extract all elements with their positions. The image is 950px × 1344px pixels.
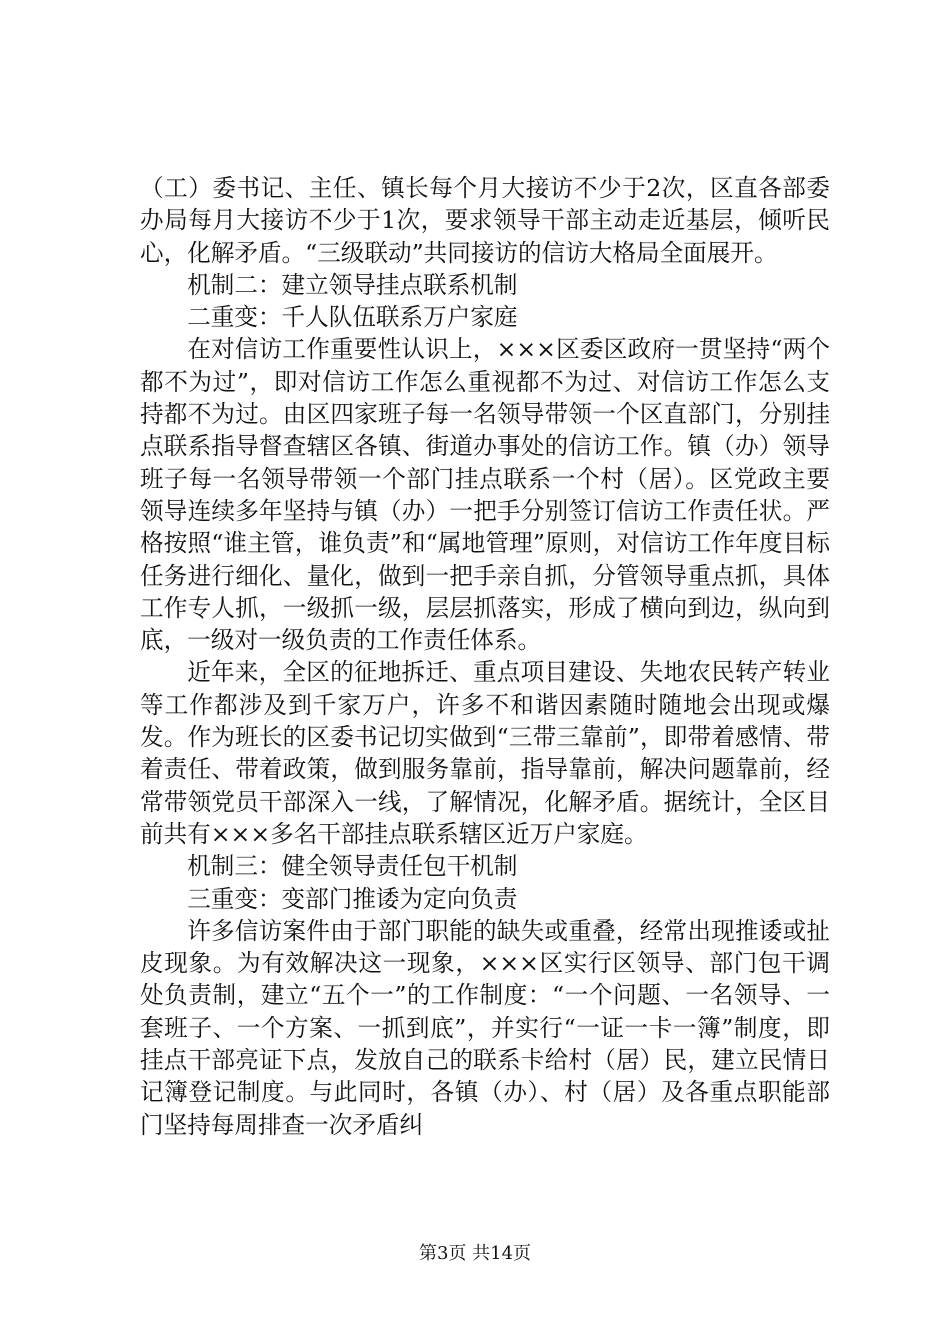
change-three-heading: 三重变：变部门推诿为定向负责 [187,884,518,913]
mechanism-three-heading: 机制三：健全领导责任包干机制 [187,852,518,881]
change-two-heading: 二重变：千人队伍联系万户家庭 [187,303,518,332]
paragraph-responsibility: 许多信访案件由于部门职能的缺失或重叠，经常出现推诿或扯皮现象。为有效解决这一现象，×××区实行区领导、部门包干调处负责制，建立“五个一”的工作制度：“一个问题、一名领导、一套班子、一个方案、一抓到底”，并实行“一证一卡一簿”制度，即挂点干部亮证下点，发放自己的联系卡给村（居）民，建立民情日记簿登记制度。与此同时，各镇（办）、村（居）及各重点职能部门坚持每周排查一次矛盾纠 [140,916,830,1139]
paragraph-recent-years: 近年来，全区的征地拆迁、重点项目建设、失地农民转产转业等工作都涉及到千家万户，许多不和谐因素随时随地会出现或爆发。作为班长的区委书记切实做到“三带三靠前”，即带着感情、带着责任、带着政策，做到服务靠前，指导靠前，解决问题靠前，经常带领党员干部深入一线，了解情况，化解矛盾。据统计，全区目前共有×××多名干部挂点联系辖区近万户家庭。 [140,658,830,848]
paragraph-continuation: （工）委书记、主任、镇长每个月大接访不少于2次，区直各部委办局每月大接访不少于1次，要求领导干部主动走近基层，倾听民心，化解矛盾。“三级联动”共同接访的信访大格局全面展开。 [140,174,830,267]
paragraph-leadership-contact: 在对信访工作重要性认识上，×××区委区政府一贯坚持“两个都不为过”，即对信访工作怎么重视都不为过、对信访工作怎么支持都不为过。由区四家班子每一名领导带领一个区直部门，分别挂点联系指导督查辖区各镇、街道办事处的信访工作。镇（办）领导班子每一名领导带领一个部门挂点联系一个村（居）。区党政主要领导连续多年坚持与镇（办）一把手分别签订信访工作责任状。严格按照“谁主管，谁负责”和“属地管理”原则，对信访工作年度目标任务进行细化、量化，做到一把手亲自抓，分管领导重点抓，具体工作专人抓，一级抓一级，层层抓落实，形成了横向到边，纵向到底，一级对一级负责的工作责任体系。 [140,335,830,655]
document-body [140,172,830,1141]
page-footer [0,1243,950,1265]
page-number: 第3页 共14页 [418,1243,532,1264]
mechanism-two-heading: 机制二：建立领导挂点联系机制 [187,270,518,299]
